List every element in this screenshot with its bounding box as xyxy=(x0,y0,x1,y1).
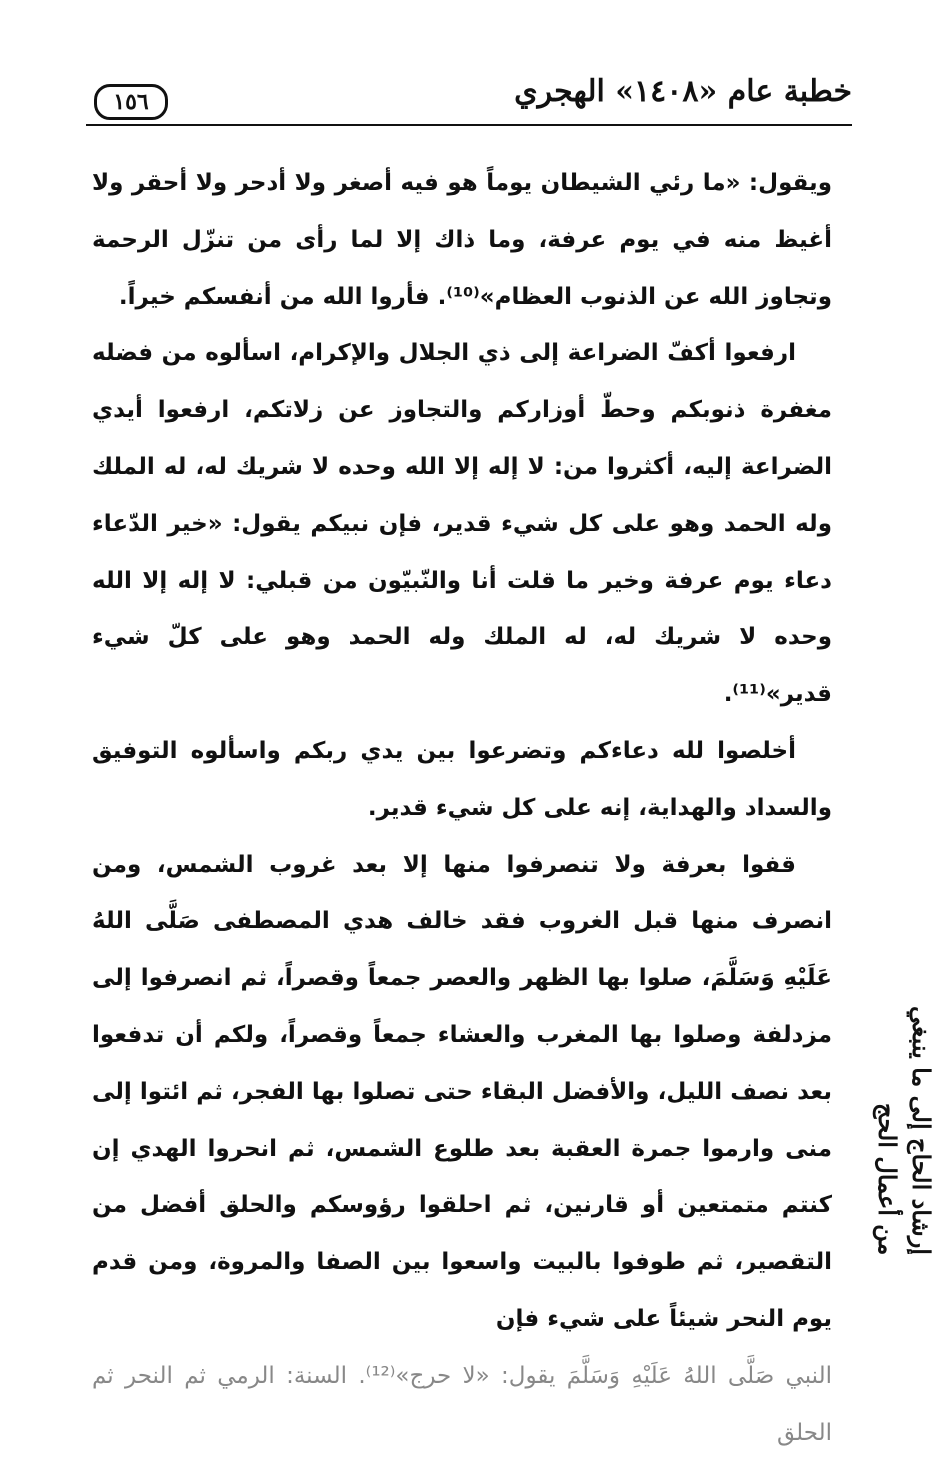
running-header xyxy=(86,62,852,122)
paragraph-3-text: أخلصوا لله دعاءكم وتضرعوا بين يدي ربكم واسألوه التوفيق والسداد والهداية، إنه على كل شيء قدير. xyxy=(92,737,832,821)
paragraph-2-text: ارفعوا أكفّ الضراعة إلى ذي الجلال والإكرام، اسألوه من فضله مغفرة ذنوبكم وحطّ أوزاركم والتجاوز عن زلاتكم، ارفعوا أيدي الضراعة إليه، أكثروا من: لا إله إلا الله وحده لا شريك له، له الملك وله الحمد وهو على كل شيء قدير، فإن نبيكم يقول: «خير الدّعاء دعاء يوم عرفة وخير ما قلت أنا والنّبيّون من قبلي: لا إله إلا الله وحده لا شريك له، له الملك وله الحمد وهو على كلّ شيء قدير»⁽¹¹⁾. xyxy=(92,340,832,708)
header-divider xyxy=(86,124,852,126)
page-number-text: ١٥٦ xyxy=(113,89,149,115)
margin-note-line-1: من أعمال الحج xyxy=(873,1102,902,1255)
running-title: خطبة عام «١٤٠٨» الهجري xyxy=(514,74,852,109)
paragraph-4 xyxy=(92,837,832,1348)
page-number xyxy=(94,84,168,120)
margin-note xyxy=(872,815,936,1255)
paragraph-3 xyxy=(92,723,832,837)
paragraph-2 xyxy=(92,325,832,723)
paragraph-5: النبي صَلَّى اللهُ عَلَيْهِ وَسَلَّمَ يقول: «لا حرج»⁽¹²⁾. السنة: الرمي ثم النحر ثم الحلق xyxy=(92,1362,832,1446)
paragraph-1: ويقول: «ما رئي الشيطان يوماً هو فيه أصغر ولا أدحر ولا أحقر ولا أغيظ منه في يوم عرفة، وما ذاك إلا لما رأى من تنزّل الرحمة وتجاوز الله عن الذنوب العظام»⁽¹⁰⁾. فأروا الله من أنفسكم خيراً. xyxy=(92,170,832,310)
margin-note-line-2: إرشاد الحاج إلى ما ينبغي xyxy=(907,1006,936,1255)
paragraph-4-text: قفوا بعرفة ولا تنصرفوا منها إلا بعد غروب الشمس، ومن انصرف منها قبل الغروب فقد خالف هدي المصطفى صَلَّى اللهُ عَلَيْهِ وَسَلَّمَ، صلوا بها الظهر والعصر جمعاً وقصراً، ثم انصرفوا إلى مزدلفة وصلوا بها المغرب والعشاء جمعاً وقصراً، ولكم أن تدفعوا بعد نصف الليل، والأفضل البقاء حتى تصلوا بها الفجر، ثم ائتوا إلى منى وارموا جمرة العقبة بعد طلوع الشمس، ثم انحروا الهدي إن كنتم متمتعين أو قارنين، ثم احلقوا رؤوسكم والحلق أفضل من التقصير، ثم طوفوا بالبيت واسعوا بين الصفا والمروة، ومن قدم يوم النحر شيئاً على شيء فإن xyxy=(92,851,832,1332)
body-text xyxy=(92,155,832,1461)
